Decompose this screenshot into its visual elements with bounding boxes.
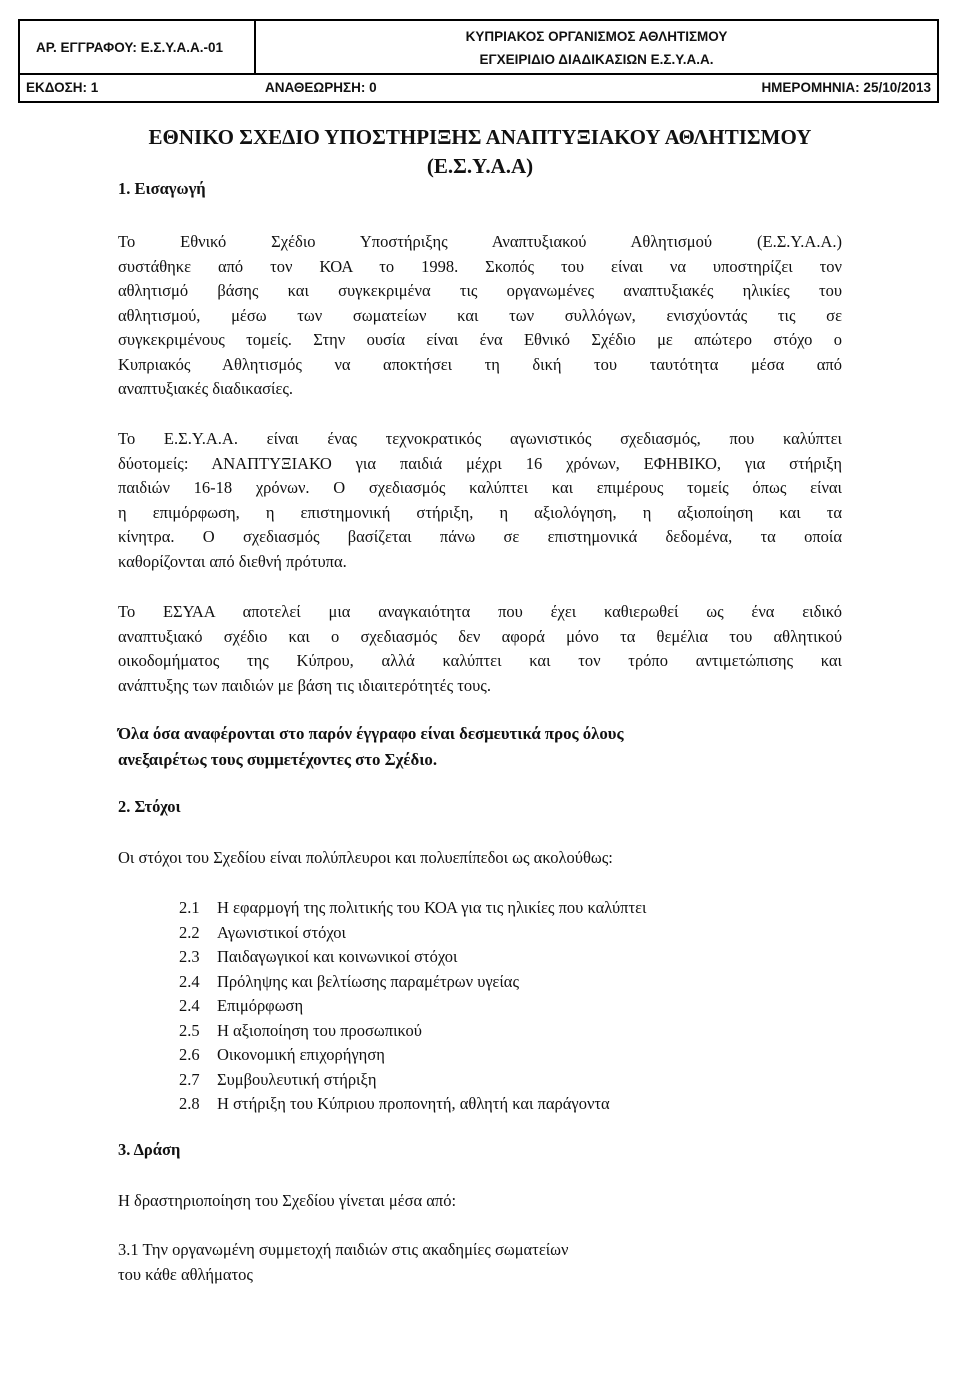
goal-number: 2.8 [179, 1094, 200, 1113]
paragraph-line: δύοτομείς: ΑΝΑΠΤΥΞΙΑΚΟ για παιδιά μέχρι 16 χρόνων, ΕΦΗΒΙΚΟ, για στήριξη [118, 453, 842, 473]
header-meta-row [20, 75, 937, 101]
goal-text: Επιμόρφωση [217, 996, 304, 1015]
paragraph-line: αθλητισμό βάσης και συγκεκριμένα τις οργανωμένες αναπτυξιακές ηλικίες του [118, 281, 842, 300]
action-item-3-1-line-1: 3.1 Την οργανωμένη συμμετοχή παιδιών στις ακαδημίες σωματείων [118, 1240, 569, 1259]
doc-number: ΑΡ. ΕΓΓΡΑΦΟΥ: Ε.Σ.Υ.Α.Α.-01 [20, 21, 256, 73]
goal-text: Οικονομική επιχορήγηση [217, 1045, 385, 1064]
list-item [179, 1019, 819, 1044]
org-cell [256, 21, 937, 73]
goal-text: Παιδαγωγικοί και κοινωνικοί στόχοι [217, 947, 458, 966]
goal-number: 2.2 [179, 922, 200, 942]
document-title [110, 123, 850, 181]
paragraph-line: αναπτυξιακές διαδικασίες. [118, 379, 294, 398]
goal-text: Συμβουλευτική στήριξη [217, 1069, 377, 1089]
paragraph-line: συστάθηκε από τον ΚΟΑ το 1998. Σκοπός του είναι να υποστηρίζει τον [118, 256, 842, 276]
list-item [179, 921, 819, 946]
list-item [179, 1068, 819, 1093]
list-item [179, 970, 819, 995]
section-1-heading: 1. Εισαγωγή [118, 179, 206, 198]
paragraph-line: Το Ε.Σ.Υ.Α.Α. είναι ένας τεχνοκρατικός αγωνιστικός σχεδιασμός, που καλύπτει [118, 429, 842, 448]
list-item [179, 945, 819, 970]
section-3-heading: 3. Δράση [118, 1140, 181, 1159]
goal-number: 2.3 [179, 947, 200, 966]
goal-text: Αγωνιστικοί στόχοι [217, 922, 346, 942]
paragraph-line: αθλητισμού, μέσω των σωματείων και των συλλόγων, ενισχύοντάς τις σε [118, 305, 842, 325]
action-intro: Η δραστηριοποίηση του Σχεδίου γίνεται μέσα από: [118, 1191, 457, 1210]
paragraph-line: ανάπτυξης των παιδιών με βάση τις ιδιαιτερότητές τους. [118, 675, 491, 695]
list-item [179, 1043, 819, 1068]
paragraph-line: παιδιών 16-18 χρόνων. Ο σχεδιασμός καλύπτει και επιμέρους τομείς όπως είναι [118, 478, 842, 497]
section-2-heading: 2. Στόχοι [118, 797, 181, 816]
intro-paragraph-2 [118, 427, 842, 574]
binding-statement [118, 721, 842, 773]
goal-text: Η στήριξη του Κύπριου προπονητή, αθλητή και παράγοντα [217, 1094, 610, 1113]
document-header [18, 19, 939, 103]
goal-number: 2.4 [179, 996, 200, 1015]
intro-paragraph-3 [118, 600, 842, 698]
paragraph-line: αναπτυξιακό σχέδιο και ο σχεδιασμός δεν αφορά μόνο τα θεμέλια του αθλητικού [118, 626, 842, 646]
goal-text: Πρόληψης και βελτίωσης παραμέτρων υγείας [217, 971, 519, 991]
revision: ΑΝΑΘΕΩΡΗΣΗ: 0 [265, 80, 377, 95]
title-line-1: ΕΘΝΙΚΟ ΣΧΕΔΙΟ ΥΠΟΣΤΗΡΙΞΗΣ ΑΝΑΠΤΥΞΙΑΚΟΥ ΑΘΛΗΤΙΣΜΟΥ [148, 125, 812, 149]
paragraph-line: καθορίζονται από διεθνή πρότυπα. [118, 551, 347, 571]
goal-number: 2.6 [179, 1045, 200, 1064]
title-line-2: (Ε.Σ.Υ.Α.Α) [426, 154, 534, 178]
goal-text: Η εφαρμογή της πολιτικής του ΚΟΑ για τις ηλικίες που καλύπτει [217, 898, 647, 917]
goal-number: 2.5 [179, 1020, 200, 1040]
edition: ΕΚΔΟΣΗ: 1 [26, 80, 99, 95]
list-item [179, 994, 819, 1019]
paragraph-line: Κυπριακός Αθλητισμός να αποκτήσει τη δική του ταυτότητα μέσα από [118, 354, 842, 374]
paragraph-line: οικοδομήματος της Κύπρου, αλλά καλύπτει και τον τρόπο αντιμετώπισης και [118, 651, 842, 670]
header-top-row [20, 21, 937, 75]
action-item-3-1-line-2: του κάθε αθλήματος [118, 1265, 253, 1284]
goal-number: 2.4 [179, 971, 200, 991]
paragraph-line: συγκεκριμένους τομείς. Στην ουσία είναι ένα Εθνικό Σχέδιο με απώτερο στόχο ο [118, 330, 842, 349]
paragraph-line: Το Εθνικό Σχέδιο Υποστήριξης Αναπτυξιακού Αθλητισμού (Ε.Σ.Υ.Α.Α.) [118, 232, 842, 251]
list-item [179, 896, 819, 921]
binding-line-2: ανεξαιρέτως τους συμμετέχοντες στο Σχέδιο. [118, 750, 438, 769]
paragraph-line: Το ΕΣΥΑΑ αποτελεί μια αναγκαιότητα που έχει καθιερωθεί ως ένα ειδικό [118, 602, 842, 621]
paragraph-line: κίνητρα. Ο σχεδιασμός βασίζεται πάνω σε επιστημονικά δεδομένα, τα οποία [118, 527, 842, 546]
goal-number: 2.7 [179, 1069, 200, 1089]
goals-intro: Οι στόχοι του Σχεδίου είναι πολύπλευροι και πολυεπίπεδοι ως ακολούθως: [118, 848, 613, 867]
binding-line-1: Όλα όσα αναφέρονται στο παρόν έγγραφο είναι δεσμευτικά προς όλους [118, 724, 624, 743]
list-item [179, 1092, 819, 1117]
goals-list [179, 896, 819, 1117]
organization-name: ΚΥΠΡΙΑΚΟΣ ΟΡΓΑΝΙΣΜΟΣ ΑΘΛΗΤΙΣΜΟΥ [465, 29, 728, 44]
goal-number: 2.1 [179, 898, 200, 917]
date: ΗΜΕΡΟΜΗΝΙΑ: 25/10/2013 [761, 80, 931, 95]
goal-text: Η αξιοποίηση του προσωπικού [217, 1020, 422, 1040]
procedures-manual: ΕΓΧΕΙΡΙΔΙΟ ΔΙΑΔΙΚΑΣΙΩΝ Ε.Σ.Υ.Α.Α. [479, 52, 714, 67]
intro-paragraph-1 [118, 230, 842, 402]
paragraph-line: η επιμόρφωση, η επιστημονική στήριξη, η αξιολόγηση, η αξιοποίηση και τα [118, 502, 842, 522]
